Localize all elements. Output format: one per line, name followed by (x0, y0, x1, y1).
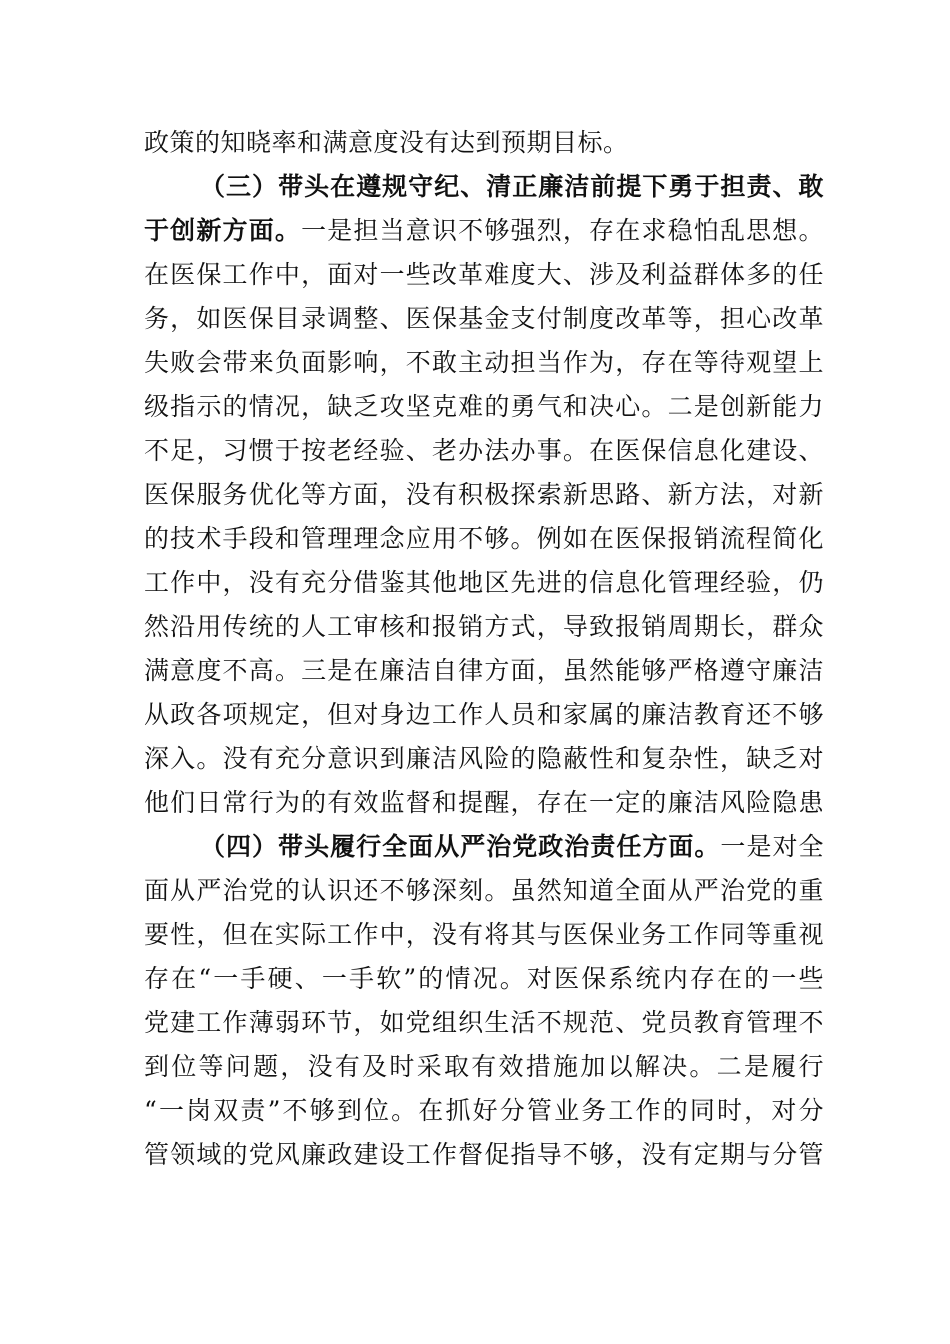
text-span: 不足，习惯于按老经验、老办法办事。在医保信息化建设、 (144, 436, 824, 465)
text-line (144, 1007, 824, 1047)
text-span: 的技术手段和管理理念应用不够。例如在医保报销流程简化 (144, 524, 824, 553)
text-line (144, 1095, 824, 1135)
text-span: 党建工作薄弱环节，如党组织生活不规范、党员教育管理不 (144, 1008, 824, 1037)
text-span: 存在“一手硬、一手软”的情况。对医保系统内存在的一些 (144, 964, 824, 993)
text-span: 深入。没有充分意识到廉洁风险的隐蔽性和复杂性，缺乏对 (144, 744, 824, 773)
text-line (144, 1139, 824, 1179)
text-line (144, 919, 824, 959)
text-line (144, 963, 824, 1003)
text-span: 面从严治党的认识还不够深刻。虽然知道全面从严治党的重 (144, 876, 824, 905)
text-span: 满意度不高。三是在廉洁自律方面，虽然能够严格遵守廉洁 (144, 656, 824, 685)
text-span: 从政各项规定，但对身边工作人员和家属的廉洁教育还不够 (144, 700, 824, 729)
text-span: 管领域的党风廉政建设工作督促指导不够，没有定期与分管 (144, 1140, 824, 1169)
text-line (144, 391, 824, 431)
text-line (144, 567, 824, 607)
text-line (144, 787, 824, 827)
text-span: 医保服务优化等方面，没有积极探索新思路、新方法，对新 (144, 480, 824, 509)
text-span: “一岗双责”不够到位。在抓好分管业务工作的同时，对分 (144, 1096, 824, 1125)
text-span: 然沿用传统的人工审核和报销方式，导致报销周期长，群众 (144, 612, 824, 641)
text-line (144, 347, 824, 387)
text-line (144, 435, 824, 475)
section-heading-three-continued: 于创新方面。 (144, 216, 302, 245)
text-span: 政策的知晓率和满意度没有达到预期目标。 (144, 128, 629, 157)
text-line (144, 611, 824, 651)
text-line (144, 699, 824, 739)
section-heading-line (200, 831, 824, 871)
text-span: 要性，但在实际工作中，没有将其与医保业务工作同等重视 (144, 920, 824, 949)
text-line (144, 479, 824, 519)
text-line (144, 523, 824, 563)
text-span: 工作中，没有充分借鉴其他地区先进的信息化管理经验，仍 (144, 568, 824, 597)
text-line (144, 875, 824, 915)
text-line (144, 215, 824, 255)
text-span: 他们日常行为的有效监督和提醒，存在一定的廉洁风险隐患 (144, 788, 824, 817)
text-line (144, 259, 824, 299)
text-line (144, 303, 824, 343)
text-span: 失败会带来负面影响，不敢主动担当作为，存在等待观望上 (144, 348, 824, 377)
text-span: 一是对全 (720, 832, 824, 861)
text-line (144, 655, 824, 695)
text-line (144, 743, 824, 783)
section-heading-four: （四）带头履行全面从严治党政治责任方面。 (200, 832, 721, 861)
text-line (144, 127, 824, 167)
text-span: 级指示的情况，缺乏攻坚克难的勇气和决心。二是创新能力 (144, 392, 824, 421)
text-span: 一是担当意识不够强烈，存在求稳怕乱思想。 (301, 216, 824, 245)
section-heading-three: （三）带头在遵规守纪、清正廉洁前提下勇于担责、敢 (200, 172, 824, 201)
text-line (144, 1051, 824, 1091)
text-span: 务，如医保目录调整、医保基金支付制度改革等，担心改革 (144, 304, 824, 333)
text-span: 在医保工作中，面对一些改革难度大、涉及利益群体多的任 (144, 260, 824, 289)
section-heading-line (200, 171, 824, 211)
text-span: 到位等问题，没有及时采取有效措施加以解决。二是履行 (144, 1052, 824, 1081)
